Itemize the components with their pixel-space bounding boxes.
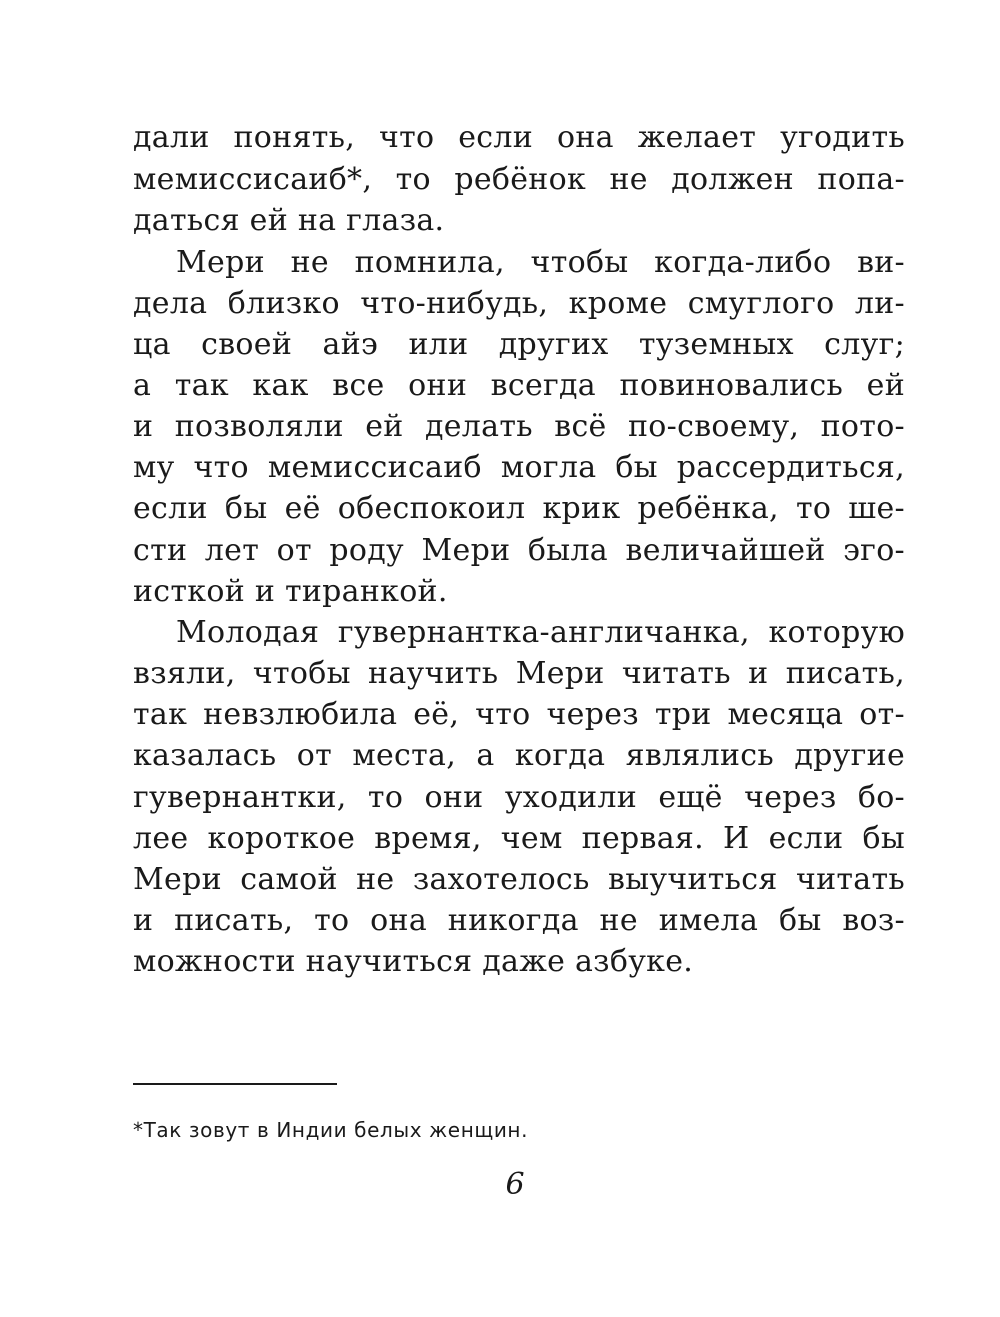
footnote-separator [133,1083,337,1085]
text-line: если бы её обеспокоил крик ребёнка, то ше- [133,491,905,526]
paragraph-start-line: Молодая гувернантка-англичанка, которую [176,615,905,650]
text-line: гувернантки, то они уходили ещё через бо- [133,780,905,815]
text-line: дали понять, что если она желает угодить [133,120,905,155]
text-line: Мери самой не захотелось выучиться читать [133,862,905,897]
text-line: мемиссисаиб*, то ребёнок не должен попа- [133,162,905,197]
text-line: дела близко что-нибудь, кроме смуглого ли- [133,286,905,321]
text-line: даться ей на глаза. [133,203,445,238]
paragraph-start-line: Мери не помнила, чтобы когда-либо ви- [176,245,905,280]
text-line: лее короткое время, чем первая. И если бы [133,821,905,856]
text-line: ца своей айэ или других туземных слуг; [133,327,905,362]
text-line: и писать, то она никогда не имела бы воз- [133,903,905,938]
footnote: *Так зовут в Индии белых женщин. [133,1118,529,1142]
text-line: так невзлюбила её, что через три месяца от- [133,697,905,732]
text-line: и позволяли ей делать всё по-своему, пото- [133,409,905,444]
text-line: а так как все они всегда повиновались ей [133,368,905,403]
page-number: 6 [505,1167,525,1202]
text-line: взяли, чтобы научить Мери читать и писать, [133,656,905,691]
text-line: сти лет от роду Мери была величайшей эго- [133,533,905,568]
text-line: казалась от места, а когда являлись другие [133,738,905,773]
text-line: исткой и тиранкой. [133,574,448,609]
text-line: можности научиться даже азбуке. [133,944,694,979]
text-line: му что мемиссисаиб могла бы рассердиться, [133,450,905,485]
